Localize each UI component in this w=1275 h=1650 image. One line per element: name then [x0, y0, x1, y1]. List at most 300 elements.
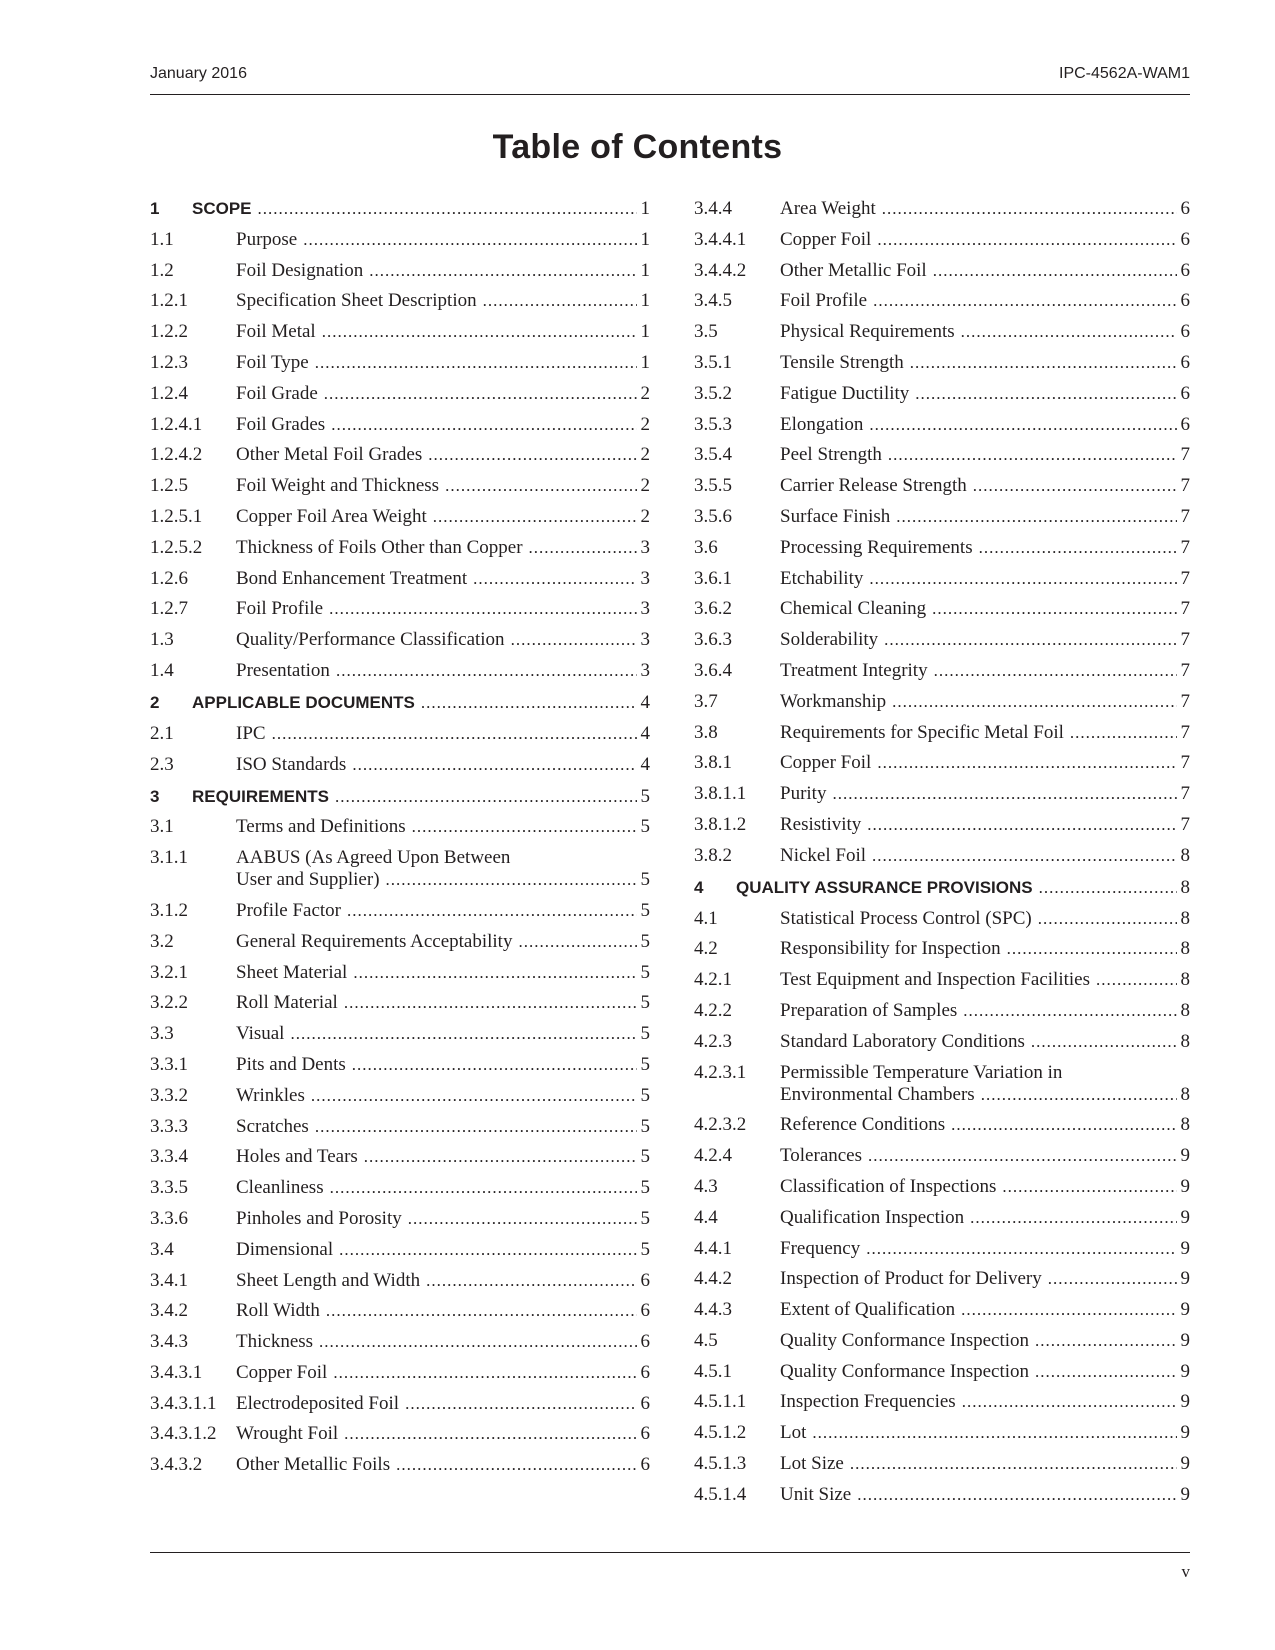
toc-entry-title: Roll Material [236, 992, 338, 1014]
toc-entry-page: 1 [640, 259, 650, 281]
toc-entry[interactable] [694, 290, 1190, 312]
toc-entry[interactable] [150, 629, 650, 651]
toc-entry-label [236, 537, 650, 559]
toc-entry-title: Lot Size [780, 1453, 844, 1475]
toc-entry-label [780, 1176, 1190, 1198]
dot-leader [311, 1085, 637, 1107]
toc-entry[interactable] [150, 660, 650, 682]
dot-leader [324, 383, 637, 405]
header-document-id: IPC-4562A-WAM1 [1059, 65, 1190, 82]
dot-leader [412, 816, 637, 838]
toc-entry-page: 8 [1180, 907, 1190, 929]
dot-leader [396, 1454, 636, 1476]
toc-entry-number: 3.5 [694, 321, 718, 343]
toc-entry-page: 2 [640, 444, 650, 466]
toc-entry-label [236, 1208, 650, 1230]
dot-leader [896, 506, 1176, 528]
toc-entry-number: 3.4.3.1.1 [150, 1392, 217, 1414]
toc-entry[interactable] [694, 814, 1190, 836]
toc-entry-label [236, 847, 650, 891]
toc-entry-label [780, 660, 1190, 682]
toc-entry-number: 4.2.2 [694, 999, 732, 1021]
toc-entry-page: 6 [640, 1423, 650, 1445]
toc-entry-number: 4.2.1 [694, 969, 732, 991]
toc-entry[interactable] [694, 352, 1190, 374]
toc-entry-page: 9 [1180, 1483, 1190, 1505]
toc-entry-label [236, 1331, 650, 1353]
toc-entry-number: 1.2.4 [150, 382, 188, 404]
dot-leader [518, 931, 636, 953]
toc-entry-number: 4.2.4 [694, 1145, 732, 1167]
toc-entry-number: 4.5.1.1 [694, 1391, 747, 1413]
dot-leader [1035, 1361, 1176, 1383]
toc-entry-page: 3 [640, 536, 650, 558]
toc-entry-page: 8 [1180, 969, 1190, 991]
toc-entry[interactable] [694, 1062, 1190, 1106]
toc-entry-page: 6 [640, 1454, 650, 1476]
dot-leader [473, 568, 636, 590]
toc-entry-number: 3.4.3 [150, 1331, 188, 1353]
toc-entry-title: REQUIREMENTS [192, 786, 329, 806]
toc-entry[interactable] [694, 1484, 1190, 1506]
dot-leader [352, 1054, 637, 1076]
toc-entry-label [236, 931, 650, 953]
toc-entry[interactable] [150, 598, 650, 620]
dot-leader [877, 229, 1176, 251]
toc-entry-number: 3.1.2 [150, 899, 188, 921]
toc-entry-label [236, 660, 650, 682]
toc-entry-page: 7 [1180, 444, 1190, 466]
toc-entry[interactable] [150, 444, 650, 466]
dot-leader [329, 598, 636, 620]
toc-entry-label [780, 260, 1190, 282]
toc-entry[interactable] [694, 1330, 1190, 1352]
toc-entry-label [236, 1454, 650, 1476]
toc-entry[interactable] [150, 352, 650, 374]
toc-entry-title: Permissible Temperature Variation in [780, 1061, 1063, 1083]
toc-entry-page: 6 [640, 1331, 650, 1353]
toc-entry-number: 1.2.3 [150, 351, 188, 373]
toc-entry[interactable] [150, 1362, 650, 1384]
toc-entry-number: 1.2.6 [150, 567, 188, 589]
toc-entry[interactable] [150, 1208, 650, 1230]
dot-leader [353, 962, 636, 984]
toc-entry-page: 6 [1180, 351, 1190, 373]
toc-entry-page: 9 [1180, 1422, 1190, 1444]
toc-entry[interactable] [150, 1177, 650, 1199]
toc-entry-number: 3.7 [694, 690, 718, 712]
toc-entry-page: 8 [1180, 1114, 1190, 1136]
toc-entry[interactable] [694, 783, 1190, 805]
toc-entry[interactable] [150, 506, 650, 528]
toc-entry-label [780, 598, 1190, 620]
toc-entry-title: Sheet Material [236, 961, 348, 983]
toc-entry-number: 4.2.3.1 [694, 1061, 747, 1083]
toc-entry-title: Foil Grades [236, 413, 326, 435]
toc-entry-label [780, 938, 1190, 960]
toc-entry-page: 5 [640, 816, 650, 838]
toc-entry-number: 1 [150, 199, 160, 218]
toc-entry-page: 6 [1180, 228, 1190, 250]
toc-entry-label [236, 321, 650, 343]
toc-entry[interactable] [694, 1361, 1190, 1383]
toc-entry-number: 3.8.2 [694, 844, 732, 866]
dot-leader [529, 537, 637, 559]
toc-entry-label [236, 754, 650, 776]
dot-leader [511, 629, 637, 651]
dot-leader [405, 1393, 636, 1415]
dot-leader [970, 1207, 1176, 1229]
toc-entry-page: 7 [1180, 536, 1190, 558]
toc-entry[interactable] [694, 1268, 1190, 1290]
toc-entry-title: Responsibility for Inspection [780, 938, 1001, 960]
toc-entry[interactable] [150, 1116, 650, 1138]
toc-entry-number: 4.5.1.4 [694, 1483, 747, 1505]
dot-leader [1038, 908, 1177, 930]
toc-entry[interactable] [150, 383, 650, 405]
toc-entry[interactable] [694, 568, 1190, 590]
toc-entry-label [236, 1023, 650, 1045]
toc-entry-title: Roll Width [236, 1300, 320, 1322]
dot-leader [408, 1208, 637, 1230]
toc-entry[interactable] [694, 506, 1190, 528]
toc-entry-number: 3.3.3 [150, 1115, 188, 1137]
toc-entry-page: 9 [1180, 1145, 1190, 1167]
toc-entry-label [236, 1239, 650, 1261]
toc-entry[interactable] [150, 1300, 650, 1322]
toc-entry-page: 6 [640, 1269, 650, 1291]
toc-section-heading[interactable] [150, 786, 650, 808]
toc-entry[interactable] [150, 962, 650, 984]
dot-leader [832, 783, 1176, 805]
toc-entry[interactable] [150, 847, 650, 891]
toc-entry-number: 4 [694, 877, 704, 897]
page-title: Table of Contents [492, 128, 783, 166]
toc-entry[interactable] [694, 1031, 1190, 1053]
dot-leader [330, 1177, 637, 1199]
toc-entry-title: Terms and Definitions [236, 816, 406, 838]
toc-entry[interactable] [694, 1453, 1190, 1475]
toc-entry-number: 3.6 [694, 536, 718, 558]
toc-entry-label [236, 1300, 650, 1322]
toc-entry[interactable] [150, 414, 650, 436]
dot-leader [884, 629, 1176, 651]
toc-entry[interactable] [694, 1114, 1190, 1136]
toc-entry[interactable] [694, 1422, 1190, 1444]
dot-leader [258, 198, 637, 220]
toc-entry-page: 5 [640, 930, 650, 952]
toc-entry[interactable] [150, 1454, 650, 1476]
toc-entry-title: Solderability [780, 629, 879, 651]
toc-entry-label [780, 290, 1190, 312]
dot-leader [344, 992, 637, 1014]
toc-entry-title: Processing Requirements [780, 536, 973, 558]
toc-entry[interactable] [150, 1423, 650, 1445]
toc-entry-page: 4 [640, 722, 650, 744]
toc-entry-label [780, 475, 1190, 497]
toc-entry-number: 3.2 [150, 930, 174, 952]
toc-entry[interactable] [150, 321, 650, 343]
toc-entry-number: 4.5.1.3 [694, 1453, 747, 1475]
toc-entry[interactable] [694, 414, 1190, 436]
toc-entry[interactable] [694, 908, 1190, 930]
toc-entry-title: Sheet Length and Width [236, 1269, 421, 1291]
toc-entry[interactable] [694, 845, 1190, 867]
toc-entry-title: Other Metallic Foil [780, 259, 927, 281]
toc-entry-title: Bond Enhancement Treatment [236, 567, 468, 589]
toc-entry-label [236, 992, 650, 1014]
toc-entry-page: 4 [640, 753, 650, 775]
toc-entry[interactable] [150, 992, 650, 1014]
toc-entry[interactable] [694, 752, 1190, 774]
toc-entry[interactable] [694, 444, 1190, 466]
toc-entry[interactable] [150, 1331, 650, 1353]
toc-entry-number: 3.4 [150, 1238, 174, 1260]
toc-entry-number: 3.5.6 [694, 505, 732, 527]
toc-entry[interactable] [150, 931, 650, 953]
toc-entry[interactable] [694, 598, 1190, 620]
toc-entry-number: 3.2.2 [150, 992, 188, 1014]
toc-entry[interactable] [694, 629, 1190, 651]
toc-entry[interactable] [694, 691, 1190, 713]
toc-entry[interactable] [694, 537, 1190, 559]
toc-entry-number: 3.4.3.1 [150, 1361, 203, 1383]
dot-leader [315, 352, 637, 374]
toc-entry[interactable] [150, 260, 650, 282]
dot-leader [339, 1239, 636, 1261]
toc-entry[interactable] [150, 537, 650, 559]
toc-entry-title: AABUS (As Agreed Upon Between [236, 847, 511, 869]
toc-entry-label [780, 845, 1190, 867]
toc-entry-title-line2 [780, 1084, 1190, 1106]
toc-entry-number: 1.4 [150, 659, 174, 681]
toc-entry[interactable] [150, 1054, 650, 1076]
toc-entry-number: 3.4.3.2 [150, 1454, 203, 1476]
toc-entry[interactable] [694, 198, 1190, 220]
dot-leader [963, 1000, 1176, 1022]
toc-entry-title: Profile Factor [236, 899, 342, 921]
toc-entry-title: Purity [780, 783, 827, 805]
toc-entry-page: 6 [640, 1300, 650, 1322]
toc-entry-page: 1 [640, 321, 650, 343]
toc-entry-number: 4.2 [694, 938, 718, 960]
toc-entry-title: Other Metal Foil Grades [236, 444, 423, 466]
toc-entry-title: Specification Sheet Description [236, 290, 477, 312]
toc-entry[interactable] [150, 1085, 650, 1107]
toc-entry-page: 5 [640, 1023, 650, 1045]
toc-entry[interactable] [694, 1299, 1190, 1321]
toc-entry[interactable] [150, 754, 650, 776]
toc-entry-title: Workmanship [780, 690, 887, 712]
toc-entry-number: 4.4.2 [694, 1268, 732, 1290]
dot-leader [1007, 938, 1177, 960]
header-date: January 2016 [150, 65, 247, 82]
dot-leader [892, 691, 1176, 713]
toc-entry-title: Requirements for Specific Metal Foil [780, 721, 1064, 743]
toc-entry-label [780, 352, 1190, 374]
toc-entry-number: 3.3.6 [150, 1207, 188, 1229]
toc-entry-number: 4.2.3.2 [694, 1114, 747, 1136]
toc-entry-label [236, 962, 650, 984]
toc-entry-title: Foil Grade [236, 382, 318, 404]
toc-entry-page: 5 [640, 869, 650, 891]
toc-entry-label [780, 1238, 1190, 1260]
toc-entry-page: 5 [640, 1207, 650, 1229]
toc-entry-label [780, 1299, 1190, 1321]
toc-entry-label [780, 752, 1190, 774]
toc-entry[interactable] [150, 475, 650, 497]
toc-entry-label [780, 444, 1190, 466]
toc-entry-title: Foil Weight and Thickness [236, 475, 440, 497]
toc-entry-label [780, 783, 1190, 805]
toc-entry-page: 8 [1180, 876, 1190, 898]
dot-leader [369, 260, 636, 282]
toc-entry-label [236, 1177, 650, 1199]
toc-entry-label [780, 722, 1190, 744]
toc-entry-title: ISO Standards [236, 753, 347, 775]
toc-entry[interactable] [694, 260, 1190, 282]
toc-entry-page: 9 [1180, 1268, 1190, 1290]
toc-entry-label [780, 1268, 1190, 1290]
toc-entry[interactable] [150, 900, 650, 922]
toc-entry-page: 6 [1180, 198, 1190, 219]
toc-entry-title: Foil Profile [236, 598, 324, 620]
toc-entry-number: 3.5.4 [694, 444, 732, 466]
toc-entry-title: Foil Type [236, 351, 309, 373]
toc-entry-title: Unit Size [780, 1483, 852, 1505]
toc-entry-title: Pinholes and Porosity [236, 1207, 402, 1229]
toc-entry-page: 1 [640, 290, 650, 312]
toc-entry-number: 1.2.4.2 [150, 444, 203, 466]
toc-entry-number: 1.1 [150, 228, 174, 250]
toc-entry[interactable] [694, 1391, 1190, 1413]
toc-entry-number: 1.2.5.2 [150, 536, 203, 558]
toc-entry-label [780, 1330, 1190, 1352]
toc-section-heading[interactable] [150, 198, 650, 220]
toc-entry-title: Scratches [236, 1115, 309, 1137]
dot-leader [973, 475, 1177, 497]
toc-entry[interactable] [150, 816, 650, 838]
dot-leader [272, 723, 637, 745]
toc-entry[interactable] [694, 1000, 1190, 1022]
toc-entry-label [780, 1361, 1190, 1383]
toc-entry-number: 3.3.2 [150, 1084, 188, 1106]
toc-entry[interactable] [150, 723, 650, 745]
dot-leader [867, 814, 1176, 836]
toc-entry-label [780, 908, 1190, 930]
toc-section-heading[interactable] [694, 877, 1190, 899]
toc-entry[interactable] [150, 1023, 650, 1045]
toc-entry[interactable] [694, 1145, 1190, 1167]
dot-leader [1070, 722, 1177, 744]
toc-entry-page: 7 [1180, 629, 1190, 651]
toc-entry[interactable] [694, 1176, 1190, 1198]
toc-entry[interactable] [150, 1393, 650, 1415]
toc-entry-page: 9 [1180, 1237, 1190, 1259]
toc-entry-page: 7 [1180, 475, 1190, 497]
toc-entry-label [236, 383, 650, 405]
toc-entry[interactable] [694, 1238, 1190, 1260]
toc-entry[interactable] [694, 383, 1190, 405]
toc-entry-page: 9 [1180, 1299, 1190, 1321]
toc-entry[interactable] [694, 722, 1190, 744]
toc-entry-label [236, 229, 650, 251]
toc-entry-number: 1.2.5.1 [150, 505, 203, 527]
toc-entry-label [780, 1422, 1190, 1444]
page-header [150, 64, 1190, 95]
toc-entry[interactable] [694, 229, 1190, 251]
toc-section-heading[interactable] [150, 692, 650, 714]
toc-entry-title-continued: Environmental Chambers [780, 1083, 975, 1105]
toc-entry-number: 3.4.4 [694, 198, 732, 219]
toc-entry[interactable] [694, 938, 1190, 960]
toc-entry[interactable] [150, 568, 650, 590]
dot-leader [322, 321, 637, 343]
dot-leader [910, 352, 1177, 374]
toc-entry-title: Wrought Foil [236, 1423, 339, 1445]
dot-leader [433, 506, 637, 528]
toc-entry-number: 2.1 [150, 722, 174, 744]
toc-left-column [150, 198, 650, 1485]
toc-entry-number: 3.6.3 [694, 629, 732, 651]
toc-entry-label [192, 198, 650, 220]
toc-entry[interactable] [694, 321, 1190, 343]
toc-entry-label [236, 1054, 650, 1076]
toc-entry-label [236, 1146, 650, 1168]
toc-entry-number: 3 [150, 786, 160, 806]
toc-entry[interactable] [150, 229, 650, 251]
toc-entry-label [780, 691, 1190, 713]
toc-entry-page: 7 [1180, 783, 1190, 805]
toc-entry-page: 1 [640, 228, 650, 250]
toc-entry-title: Other Metallic Foils [236, 1454, 391, 1476]
dot-leader [981, 1084, 1177, 1106]
toc-entry-number: 3.4.5 [694, 290, 732, 312]
toc-entry-title-line2 [236, 869, 650, 891]
toc-entry-label [192, 786, 650, 808]
toc-entry-number: 2 [150, 692, 160, 712]
toc-entry[interactable] [694, 969, 1190, 991]
toc-entry-title: Physical Requirements [780, 321, 955, 343]
toc-entry[interactable] [150, 1146, 650, 1168]
toc-entry[interactable] [694, 660, 1190, 682]
toc-entry-title: Presentation [236, 659, 330, 681]
dot-leader [812, 1422, 1176, 1444]
toc-entry[interactable] [694, 1207, 1190, 1229]
toc-entry[interactable] [694, 475, 1190, 497]
toc-entry-page: 9 [1180, 1329, 1190, 1351]
toc-entry-page: 7 [1180, 752, 1190, 774]
toc-entry-number: 3.2.1 [150, 961, 188, 983]
toc-entry-title: Carrier Release Strength [780, 475, 967, 497]
toc-entry-page: 5 [640, 1053, 650, 1075]
toc-entry[interactable] [150, 290, 650, 312]
dot-leader [1002, 1176, 1176, 1198]
dot-leader [386, 869, 637, 891]
toc-entry-number: 1.2.7 [150, 598, 188, 620]
toc-entry-label [780, 1114, 1190, 1136]
toc-entry[interactable] [150, 1239, 650, 1261]
toc-entry[interactable] [150, 1270, 650, 1292]
dot-leader [326, 1300, 637, 1322]
toc-entry-number: 4.5.1 [694, 1360, 732, 1382]
toc-right-column [694, 198, 1190, 1515]
dot-leader [915, 383, 1176, 405]
dot-leader [1048, 1268, 1177, 1290]
toc-entry-number: 3.5.5 [694, 475, 732, 497]
toc-entry-page: 9 [1180, 1175, 1190, 1197]
toc-entry-label [236, 506, 650, 528]
